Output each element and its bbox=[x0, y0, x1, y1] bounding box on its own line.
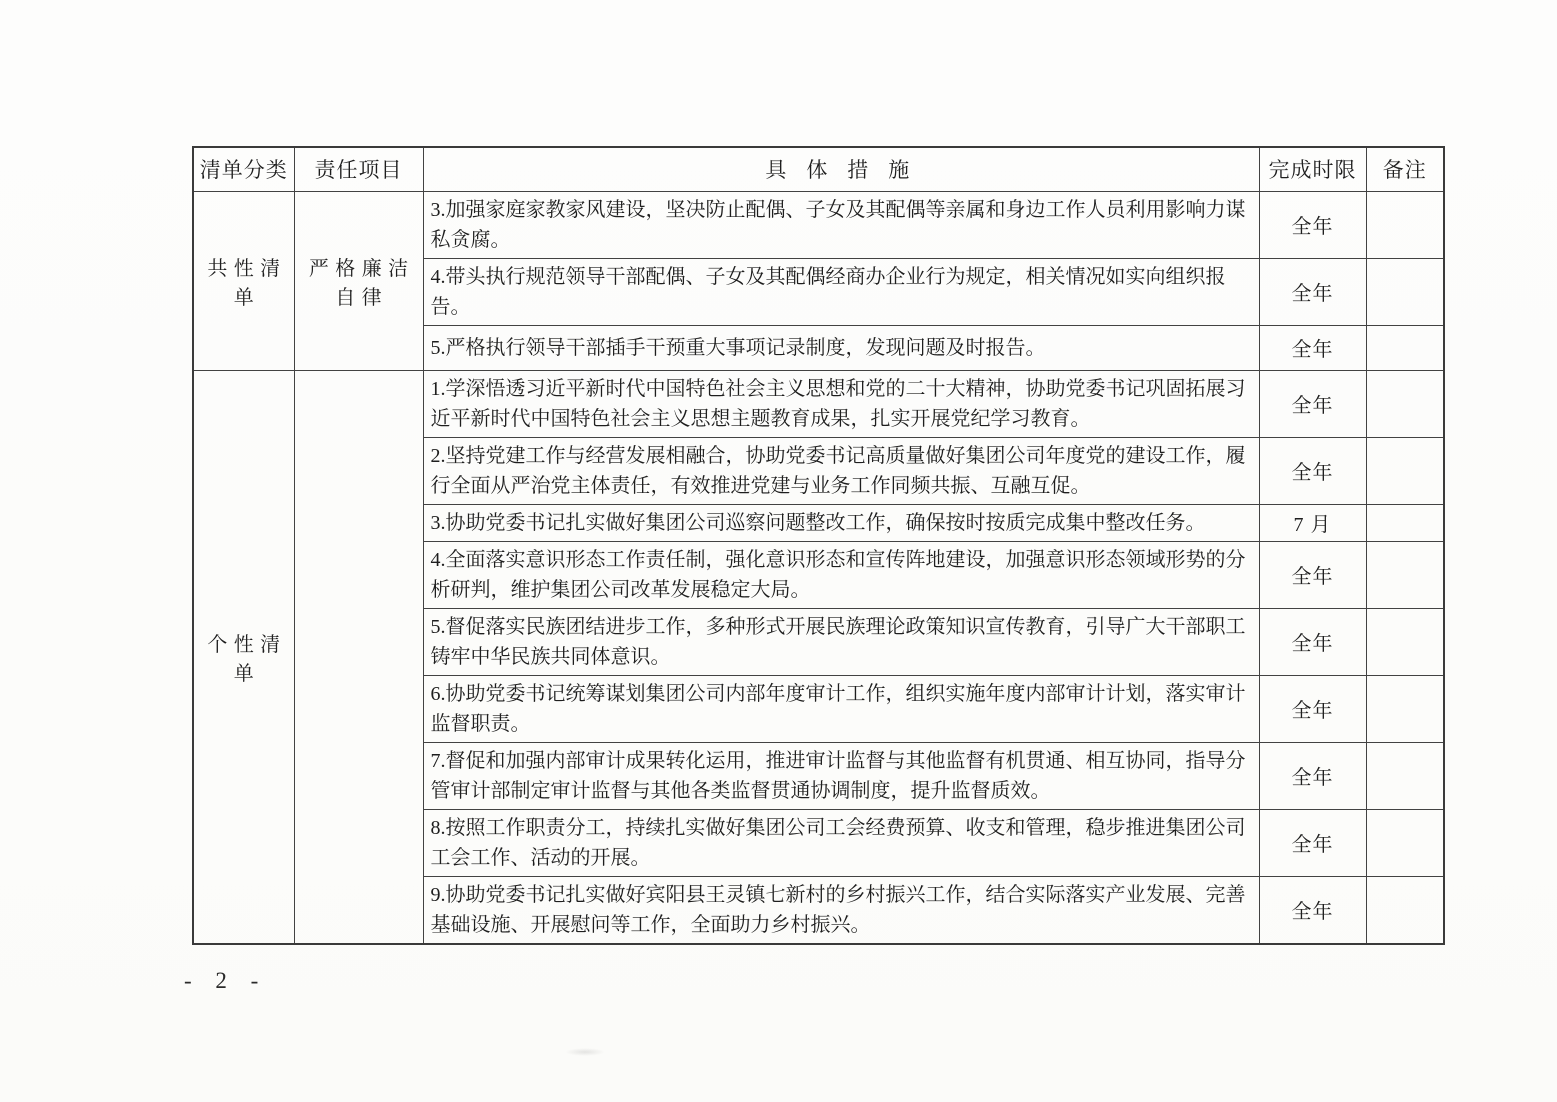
column-header-deadline: 完成时限 bbox=[1259, 147, 1366, 191]
deadline-cell: 全年 bbox=[1259, 541, 1366, 608]
remark-cell bbox=[1366, 675, 1444, 742]
deadline-cell: 全年 bbox=[1259, 437, 1366, 504]
table-row bbox=[193, 191, 1444, 258]
column-header-category: 清单分类 bbox=[193, 147, 294, 191]
measure-cell: 4.全面落实意识形态工作责任制，强化意识形态和宣传阵地建设，加强意识形态领域形势的分析研判，维护集团公司改革发展稳定大局。 bbox=[423, 541, 1259, 608]
deadline-cell: 7 月 bbox=[1259, 504, 1366, 541]
column-header-remark: 备注 bbox=[1366, 147, 1444, 191]
measure-cell: 9.协助党委书记扎实做好宾阳县王灵镇七新村的乡村振兴工作，结合实际落实产业发展、完善基础设施、开展慰问等工作，全面助力乡村振兴。 bbox=[423, 876, 1259, 944]
deadline-cell: 全年 bbox=[1259, 675, 1366, 742]
remark-cell bbox=[1366, 258, 1444, 325]
deadline-cell: 全年 bbox=[1259, 191, 1366, 258]
remark-cell bbox=[1366, 504, 1444, 541]
scan-artifact-smudge bbox=[565, 1048, 605, 1056]
remark-cell bbox=[1366, 608, 1444, 675]
remark-cell bbox=[1366, 541, 1444, 608]
remark-cell bbox=[1366, 191, 1444, 258]
table-row bbox=[193, 370, 1444, 437]
deadline-cell: 全年 bbox=[1259, 876, 1366, 944]
deadline-cell: 全年 bbox=[1259, 370, 1366, 437]
responsibility-list-table bbox=[192, 146, 1445, 945]
remark-cell bbox=[1366, 325, 1444, 370]
measure-cell: 3.协助党委书记扎实做好集团公司巡察问题整改工作，确保按时按质完成集中整改任务。 bbox=[423, 504, 1259, 541]
deadline-cell: 全年 bbox=[1259, 258, 1366, 325]
remark-cell bbox=[1366, 742, 1444, 809]
measure-cell: 5.督促落实民族团结进步工作，多种形式开展民族理论政策知识宣传教育，引导广大干部职工铸牢中华民族共同体意识。 bbox=[423, 608, 1259, 675]
remark-cell bbox=[1366, 370, 1444, 437]
measure-cell: 5.严格执行领导干部插手干预重大事项记录制度，发现问题及时报告。 bbox=[423, 325, 1259, 370]
table-header-row bbox=[193, 147, 1444, 191]
column-header-measures: 具 体 措 施 bbox=[423, 147, 1259, 191]
remark-cell bbox=[1366, 437, 1444, 504]
category-cell-individual-list: 个性清单 bbox=[193, 370, 294, 944]
column-header-project: 责任项目 bbox=[294, 147, 423, 191]
measure-cell: 4.带头执行规范领导干部配偶、子女及其配偶经商办企业行为规定，相关情况如实向组织报告。 bbox=[423, 258, 1259, 325]
project-cell-empty bbox=[294, 370, 423, 944]
measure-cell: 1.学深悟透习近平新时代中国特色社会主义思想和党的二十大精神，协助党委书记巩固拓展习近平新时代中国特色社会主义思想主题教育成果，扎实开展党纪学习教育。 bbox=[423, 370, 1259, 437]
deadline-cell: 全年 bbox=[1259, 809, 1366, 876]
deadline-cell: 全年 bbox=[1259, 325, 1366, 370]
measure-cell: 6.协助党委书记统筹谋划集团公司内部年度审计工作，组织实施年度内部审计计划，落实审计监督职责。 bbox=[423, 675, 1259, 742]
measure-cell: 8.按照工作职责分工，持续扎实做好集团公司工会经费预算、收支和管理，稳步推进集团公司工会工作、活动的开展。 bbox=[423, 809, 1259, 876]
measure-cell: 2.坚持党建工作与经营发展相融合，协助党委书记高质量做好集团公司年度党的建设工作，履行全面从严治党主体责任，有效推进党建与业务工作同频共振、互融互促。 bbox=[423, 437, 1259, 504]
category-cell-common-list: 共性清单 bbox=[193, 191, 294, 370]
remark-cell bbox=[1366, 876, 1444, 944]
footer-page-number: - 2 - bbox=[184, 968, 268, 993]
deadline-cell: 全年 bbox=[1259, 608, 1366, 675]
measure-cell: 7.督促和加强内部审计成果转化运用，推进审计监督与其他监督有机贯通、相互协同，指导分管审计部制定审计监督与其他各类监督贯通协调制度，提升监督质效。 bbox=[423, 742, 1259, 809]
remark-cell bbox=[1366, 809, 1444, 876]
measure-cell: 3.加强家庭家教家风建设，坚决防止配偶、子女及其配偶等亲属和身边工作人员利用影响力谋私贪腐。 bbox=[423, 191, 1259, 258]
project-cell-integrity-discipline: 严格廉洁自律 bbox=[294, 191, 423, 370]
deadline-cell: 全年 bbox=[1259, 742, 1366, 809]
